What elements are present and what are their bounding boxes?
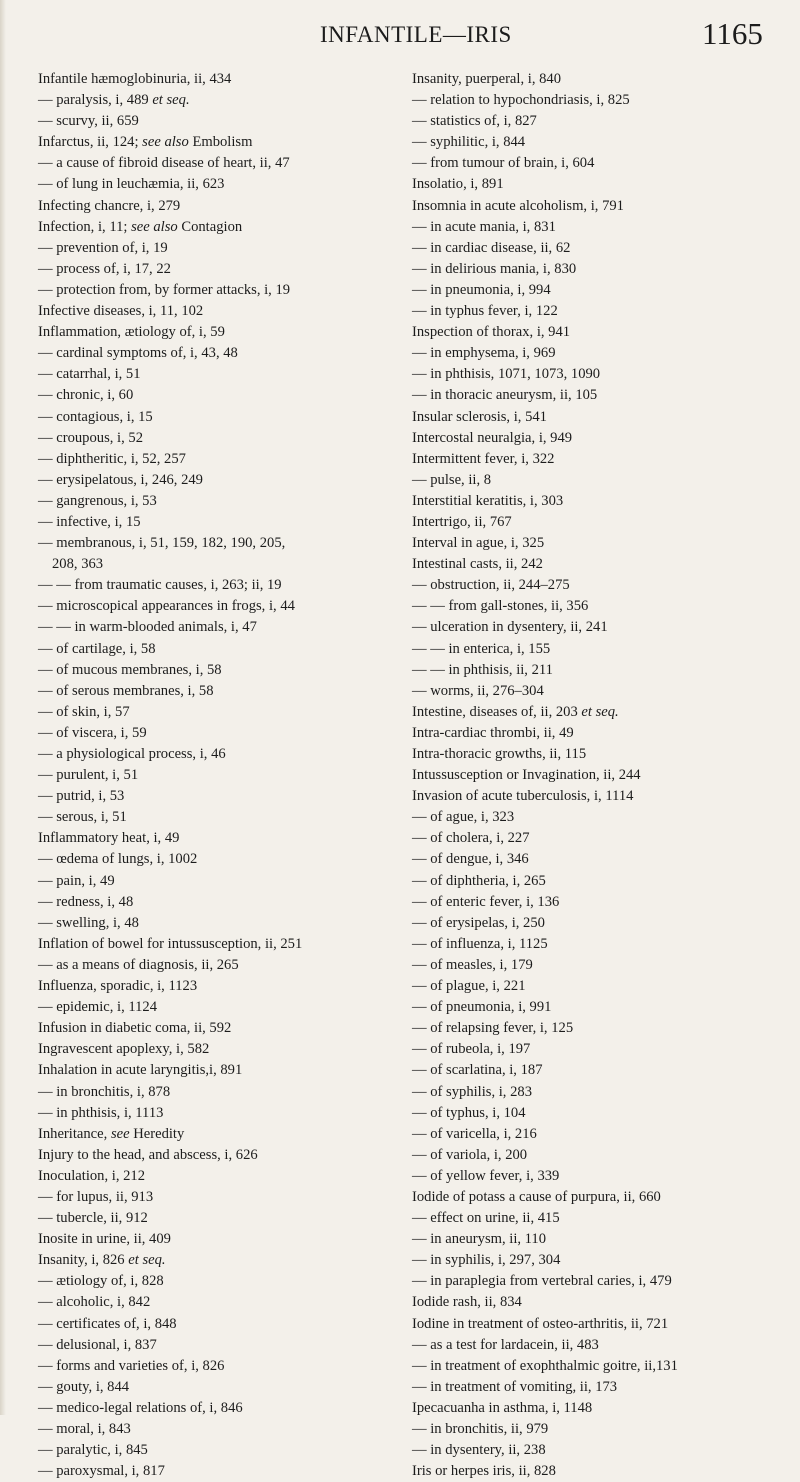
index-entry-text: — in phthisis, 1071, 1073, 1090 [412, 366, 601, 383]
index-entry-ref: Embolism [188, 134, 253, 151]
index-entry [38, 217, 403, 238]
index-entry-text: Infusion in diabetic coma, ii, 592 [38, 1020, 232, 1037]
index-entry-text: — pulse, ii, 8 [412, 471, 492, 488]
index-entry-text: — — in phthisis, ii, 211 [412, 661, 553, 678]
index-entry-text: — œdema of lungs, i, 1002 [38, 851, 198, 868]
index-entry-text: — cardinal symptoms of, i, 43, 48 [38, 345, 238, 362]
index-entry-text: — of relapsing fever, i, 125 [412, 1020, 574, 1037]
index-entry [412, 660, 782, 681]
index-entry-text: — syphilitic, i, 844 [412, 134, 526, 151]
index-entry-text: — from tumour of brain, i, 604 [412, 155, 595, 172]
index-entry-text: Inheritance, [38, 1125, 111, 1142]
index-entry [38, 512, 403, 533]
index-entry-text: — — in enterica, i, 155 [412, 640, 551, 657]
index-entry [412, 1271, 782, 1292]
index-entry [38, 1292, 403, 1313]
index-entry [38, 807, 403, 828]
index-entry-text: — diphtheritic, i, 52, 257 [38, 450, 186, 467]
index-entry-text: 208, 363 [52, 556, 104, 573]
index-entry-italic: see [110, 1125, 130, 1142]
index-entry [38, 1461, 403, 1482]
index-entry [412, 1419, 782, 1440]
index-entry-text: — delusional, i, 837 [38, 1336, 157, 1353]
index-entry-text: — protection from, by former attacks, i, 19 [38, 281, 291, 298]
index-entry-text: — in emphysema, i, 969 [412, 345, 556, 362]
index-entry-text: Influenza, sporadic, i, 1123 [38, 978, 198, 995]
index-entry-text: Inhalation in acute laryngitis,i, 891 [38, 1062, 243, 1079]
index-entry [412, 1335, 782, 1356]
index-entry-text: — a cause of fibroid disease of heart, ii, 47 [38, 155, 290, 172]
index-entry-text: Intercostal neuralgia, i, 949 [412, 429, 573, 446]
index-entry-text: Insular sclerosis, i, 541 [412, 408, 547, 425]
index-entry [412, 428, 782, 449]
index-entry [412, 849, 782, 870]
index-entry-text: Intestinal casts, ii, 242 [412, 556, 543, 573]
index-entry [412, 807, 782, 828]
index-entry-text: Infantile hæmoglobinuria, ii, 434 [38, 71, 232, 87]
index-entry [412, 1461, 782, 1482]
index-entry [38, 617, 403, 638]
index-entry-text: Interval in ague, i, 325 [412, 535, 545, 552]
index-entry [412, 1187, 782, 1208]
index-entry-text: Ingravescent apoplexy, i, 582 [38, 1041, 210, 1058]
index-entry [38, 744, 403, 765]
index-entry [38, 1314, 403, 1335]
index-entry-italic: et seq. [128, 1252, 166, 1269]
index-entry-text: — infective, i, 15 [38, 513, 141, 530]
index-entry [38, 301, 403, 322]
index-entry-text: — obstruction, ii, 244–275 [412, 577, 570, 594]
index-entry-text: — of syphilis, i, 283 [412, 1083, 532, 1100]
index-entry [38, 976, 403, 997]
index-entry [412, 1103, 782, 1124]
index-entry-text: — of variola, i, 200 [412, 1146, 528, 1163]
index-entry-text: — in syphilis, i, 297, 304 [412, 1252, 561, 1269]
index-entry-text: — of scarlatina, i, 187 [412, 1062, 543, 1079]
index-entry [412, 1208, 782, 1229]
index-entry-text: — gangrenous, i, 53 [38, 492, 157, 509]
index-entry-text: Iodine in treatment of osteo-arthritis, ii, 721 [412, 1315, 669, 1332]
index-entry-text: Infective diseases, i, 11, 102 [38, 303, 204, 320]
index-entry [38, 1271, 403, 1292]
index-entry-text: Intertrigo, ii, 767 [412, 513, 512, 530]
index-entry [38, 1124, 403, 1145]
index-entry [412, 1124, 782, 1145]
index-entry [412, 1314, 782, 1335]
index-entry [38, 174, 403, 195]
index-entry [412, 1082, 782, 1103]
index-entry-text: — — from traumatic causes, i, 263; ii, 19 [38, 577, 282, 594]
index-column-left [38, 69, 403, 1482]
index-entry [412, 1060, 782, 1081]
index-entry [412, 681, 782, 702]
index-entry [412, 997, 782, 1018]
index-entry-text: — of rubeola, i, 197 [412, 1041, 531, 1058]
index-entry [38, 470, 403, 491]
index-entry-text: — worms, ii, 276–304 [412, 682, 544, 699]
index-entry-text: Insanity, puerperal, i, 840 [412, 71, 562, 87]
index-entry [412, 174, 782, 195]
index-entry-text: — in bronchitis, ii, 979 [412, 1421, 549, 1437]
index-entry [412, 1166, 782, 1187]
index-entry-text: — of measles, i, 179 [412, 956, 533, 973]
index-entry-text: — — from gall-stones, ii, 356 [412, 598, 589, 615]
index-entry [38, 871, 403, 892]
index-entry-text: Infection, i, 11; [38, 218, 132, 235]
index-entry-text: — for lupus, ii, 913 [38, 1188, 154, 1205]
index-entry [412, 575, 782, 596]
index-entry [38, 575, 403, 596]
index-entry [412, 69, 782, 90]
index-entry-text: Infecting chancre, i, 279 [38, 197, 181, 214]
index-entry [38, 681, 403, 702]
index-entry-text: Inosite in urine, ii, 409 [38, 1231, 171, 1248]
page-edge-shadow [0, 0, 6, 1415]
index-entry [412, 702, 782, 723]
index-entry [38, 428, 403, 449]
index-entry-text: — erysipelatous, i, 246, 249 [38, 471, 203, 488]
index-entry [412, 238, 782, 259]
index-entry-ref: Heredity [129, 1125, 185, 1142]
index-entry [412, 1250, 782, 1271]
index-entry-text: — swelling, i, 48 [38, 914, 139, 931]
index-entry-text: — in phthisis, i, 1113 [38, 1104, 164, 1121]
index-entry-text: — of lung in leuchæmia, ii, 623 [38, 176, 225, 193]
index-entry-text: — of cholera, i, 227 [412, 830, 530, 847]
index-entry [38, 1103, 403, 1124]
index-entry-text: — alcoholic, i, 842 [38, 1294, 151, 1311]
index-entry [412, 322, 782, 343]
index-entry [412, 913, 782, 934]
index-entry-text: — effect on urine, ii, 415 [412, 1210, 560, 1227]
index-entry-text: — microscopical appearances in frogs, i, 44 [38, 598, 295, 615]
index-entry-text: Intermittent fever, i, 322 [412, 450, 555, 467]
index-entry-text: — paralysis, i, 489 [38, 92, 153, 109]
index-entry-text: Insolatio, i, 891 [412, 176, 504, 193]
index-entry [412, 449, 782, 470]
index-entry-text: — ulceration in dysentery, ii, 241 [412, 619, 608, 636]
index-entry-text: — as a means of diagnosis, ii, 265 [38, 956, 239, 973]
index-entry-text: — of diphtheria, i, 265 [412, 872, 546, 889]
index-entry [412, 723, 782, 744]
index-entry-text: — ætiology of, i, 828 [38, 1273, 164, 1290]
index-entry-text: — putrid, i, 53 [38, 788, 125, 805]
index-entry [38, 639, 403, 660]
index-entry-text: — in aneurysm, ii, 110 [412, 1231, 547, 1248]
index-entry [38, 1398, 403, 1419]
index-entry [38, 913, 403, 934]
index-entry-text: — moral, i, 843 [38, 1421, 131, 1437]
index-entry [412, 828, 782, 849]
index-entry-text: Infarctus, ii, 124; [38, 134, 143, 151]
index-entry [412, 871, 782, 892]
index-entry [412, 765, 782, 786]
index-entry [412, 786, 782, 807]
index-entry-text: — of plague, i, 221 [412, 978, 526, 995]
index-entry [38, 828, 403, 849]
index-entry-ref: Contagion [177, 218, 243, 235]
index-entry [38, 596, 403, 617]
index-entry [412, 1145, 782, 1166]
index-entry [412, 1356, 782, 1377]
index-entry-text: Inflammatory heat, i, 49 [38, 830, 180, 847]
index-entry-text: Intra-thoracic growths, ii, 115 [412, 746, 587, 762]
index-entry-text: Intussusception or Invagination, ii, 244 [412, 767, 641, 784]
index-entry [38, 660, 403, 681]
index-entry [412, 491, 782, 512]
index-entry-text: — tubercle, ii, 912 [38, 1210, 148, 1227]
index-entry-text: — statistics of, i, 827 [412, 113, 537, 130]
index-entry [412, 617, 782, 638]
index-entry-text: Inflammation, ætiology of, i, 59 [38, 324, 225, 341]
index-entry [38, 364, 403, 385]
index-entry-text: — of enteric fever, i, 136 [412, 893, 560, 910]
index-entry [38, 1419, 403, 1440]
index-entry-text: — of typhus, i, 104 [412, 1104, 526, 1121]
index-entry-text: — of pneumonia, i, 991 [412, 999, 552, 1016]
index-entry-text: — of cartilage, i, 58 [38, 640, 156, 657]
index-entry-text: — purulent, i, 51 [38, 767, 139, 784]
index-entry-text: Iodide rash, ii, 834 [412, 1294, 522, 1311]
index-entry-italic: et seq. [152, 92, 190, 109]
index-entry-text: — paroxysmal, i, 817 [38, 1463, 165, 1480]
index-entry-text: — in cardiac disease, ii, 62 [412, 239, 571, 256]
index-entry [412, 364, 782, 385]
index-entry-text: Intra-cardiac thrombi, ii, 49 [412, 724, 574, 741]
index-entry-text: — gouty, i, 844 [38, 1378, 130, 1395]
index-entry [412, 639, 782, 660]
index-entry [38, 892, 403, 913]
page-header [0, 14, 800, 54]
index-entry [412, 533, 782, 554]
index-entry [38, 111, 403, 132]
index-entry [412, 385, 782, 406]
index-entry [38, 1187, 403, 1208]
index-entry [412, 153, 782, 174]
index-entry-text: — membranous, i, 51, 159, 182, 190, 205, [38, 535, 286, 552]
running-title: INFANTILE—IRIS [320, 22, 512, 47]
index-entry-text: — contagious, i, 15 [38, 408, 153, 425]
index-entry [38, 132, 403, 153]
index-entry [38, 1335, 403, 1356]
index-entry-italic: see also [142, 134, 189, 151]
index-entry [38, 723, 403, 744]
index-entry [38, 997, 403, 1018]
index-entry-text: Insanity, i, 826 [38, 1252, 129, 1269]
index-entry [38, 934, 403, 955]
index-entry [38, 343, 403, 364]
index-entry-text: — of skin, i, 57 [38, 703, 130, 720]
index-entry-italic: see also [131, 218, 178, 235]
index-entry-text: — in acute mania, i, 831 [412, 218, 556, 235]
index-entry-text: Insomnia in acute alcoholism, i, 791 [412, 197, 624, 214]
index-entry [38, 1166, 403, 1187]
index-entry-text: Inspection of thorax, i, 941 [412, 324, 571, 341]
index-entry-text: Injury to the head, and abscess, i, 626 [38, 1146, 258, 1163]
index-entry-text: — in thoracic aneurysm, ii, 105 [412, 387, 598, 404]
index-entry-text: Interstitial keratitis, i, 303 [412, 492, 564, 509]
index-entry [412, 259, 782, 280]
index-entry-text: — catarrhal, i, 51 [38, 366, 141, 383]
index-entry-text: — in treatment of exophthalmic goitre, ii,131 [412, 1357, 678, 1374]
index-entry [38, 407, 403, 428]
index-entry [412, 554, 782, 575]
index-entry [38, 786, 403, 807]
index-entry-text: — of viscera, i, 59 [38, 724, 147, 741]
index-entry-text: Inoculation, i, 212 [38, 1167, 146, 1184]
index-entry [412, 407, 782, 428]
index-entry [412, 976, 782, 997]
index-entry [412, 934, 782, 955]
index-entry [38, 385, 403, 406]
index-entry-text: — scurvy, ii, 659 [38, 113, 139, 130]
index-entry-text: — croupous, i, 52 [38, 429, 143, 446]
index-entry [38, 1018, 403, 1039]
index-entry [38, 849, 403, 870]
index-entry [412, 280, 782, 301]
index-entry-text: — of mucous membranes, i, 58 [38, 661, 222, 678]
index-entry [38, 322, 403, 343]
index-entry-text: — epidemic, i, 1124 [38, 999, 158, 1016]
index-entry-text: — a physiological process, i, 46 [38, 746, 226, 762]
index-entry [38, 153, 403, 174]
index-entry-text: — in pneumonia, i, 994 [412, 281, 551, 298]
index-entry [38, 449, 403, 470]
index-entry [38, 1250, 403, 1271]
index-entry [38, 90, 403, 111]
index-entry-text: — redness, i, 48 [38, 893, 134, 910]
index-entry [38, 1440, 403, 1461]
index-entry-text: — relation to hypochondriasis, i, 825 [412, 92, 630, 109]
index-entry-italic: et seq. [581, 703, 619, 720]
index-entry-text: — of ague, i, 323 [412, 809, 515, 826]
index-entry [38, 491, 403, 512]
index-entry-text: — of dengue, i, 346 [412, 851, 529, 868]
index-entry [38, 1039, 403, 1060]
index-entry-text: Intestine, diseases of, ii, 203 [412, 703, 582, 720]
index-entry-text: — forms and varieties of, i, 826 [38, 1357, 225, 1374]
index-column-right [412, 69, 782, 1482]
index-entry-text: — prevention of, i, 19 [38, 239, 168, 256]
index-entry-text: — as a test for lardacein, ii, 483 [412, 1336, 599, 1353]
index-entry-text: — serous, i, 51 [38, 809, 127, 826]
index-entry-text: Ipecacuanha in asthma, i, 1148 [412, 1399, 593, 1416]
index-entry [412, 1440, 782, 1461]
index-entry-text: — of yellow fever, i, 339 [412, 1167, 560, 1184]
index-entry [38, 1082, 403, 1103]
index-entry-text: Iodide of potass a cause of purpura, ii, 660 [412, 1188, 661, 1205]
index-entry [38, 1377, 403, 1398]
index-entry [38, 1208, 403, 1229]
index-entry-text: — of varicella, i, 216 [412, 1125, 537, 1142]
index-entry [412, 1018, 782, 1039]
index-entry [38, 1356, 403, 1377]
index-entry [38, 196, 403, 217]
index-entry [412, 196, 782, 217]
index-entry [412, 744, 782, 765]
index-entry [412, 1039, 782, 1060]
index-entry-text: — of serous membranes, i, 58 [38, 682, 214, 699]
index-entry [38, 533, 403, 554]
index-entry [38, 1229, 403, 1250]
index-entry [412, 90, 782, 111]
index-entry [38, 69, 403, 90]
index-entry [412, 892, 782, 913]
index-entry-text: — pain, i, 49 [38, 872, 115, 889]
index-entry-text: — — in warm-blooded animals, i, 47 [38, 619, 257, 636]
index-entry [38, 955, 403, 976]
index-entry [412, 512, 782, 533]
index-entry [38, 259, 403, 280]
index-entry-text: — in dysentery, ii, 238 [412, 1442, 546, 1459]
index-entry [412, 1398, 782, 1419]
index-entry-text: — in paraplegia from vertebral caries, i, 479 [412, 1273, 672, 1290]
index-entry-text: — medico-legal relations of, i, 846 [38, 1399, 243, 1416]
index-entry [412, 1229, 782, 1250]
index-entry [412, 1377, 782, 1398]
index-entry [412, 1292, 782, 1313]
index-entry-text: — in delirious mania, i, 830 [412, 260, 577, 277]
index-entry-text: Invasion of acute tuberculosis, i, 1114 [412, 788, 634, 805]
index-entry-text: — of influenza, i, 1125 [412, 935, 548, 952]
index-entry [38, 765, 403, 786]
index-entry [38, 702, 403, 723]
index-entry [38, 1060, 403, 1081]
index-entry [412, 217, 782, 238]
index-entry-text: — paralytic, i, 845 [38, 1442, 148, 1459]
index-entry [38, 554, 403, 575]
index-entry-text: — in treatment of vomiting, ii, 173 [412, 1378, 618, 1395]
index-entry-text: — certificates of, i, 848 [38, 1315, 177, 1332]
index-entry [412, 132, 782, 153]
index-entry [412, 343, 782, 364]
index-entry [38, 238, 403, 259]
index-entry-text: Inflation of bowel for intussusception, ii, 251 [38, 935, 303, 952]
index-entry-text: — process of, i, 17, 22 [38, 260, 171, 277]
index-entry [412, 301, 782, 322]
index-entry [38, 280, 403, 301]
index-entry-text: — in typhus fever, i, 122 [412, 303, 558, 320]
index-entry-text: — of erysipelas, i, 250 [412, 914, 545, 931]
page-number: 1165 [702, 16, 763, 51]
index-entry [412, 596, 782, 617]
index-entry-text: Iris or herpes iris, ii, 828 [412, 1463, 556, 1480]
index-entry [38, 1145, 403, 1166]
index-entry-text: — in bronchitis, i, 878 [38, 1083, 171, 1100]
index-entry-text: — chronic, i, 60 [38, 387, 134, 404]
index-entry [412, 470, 782, 491]
index-entry [412, 111, 782, 132]
index-entry [412, 955, 782, 976]
